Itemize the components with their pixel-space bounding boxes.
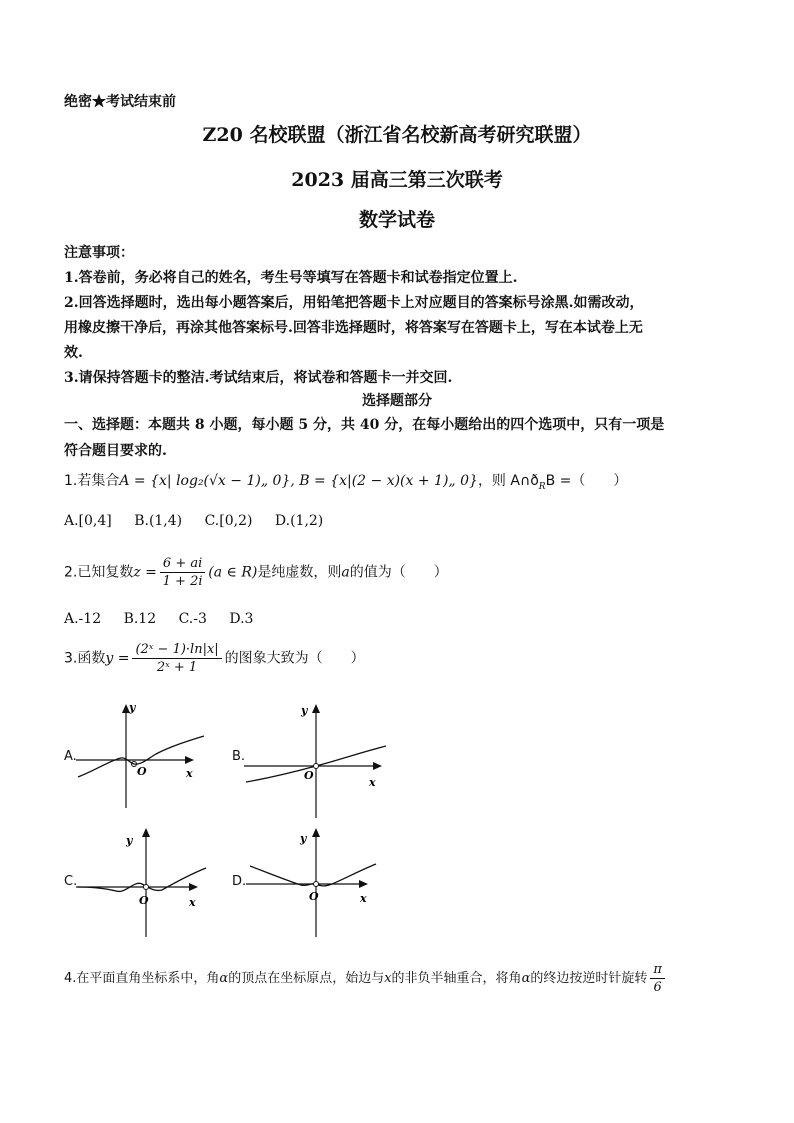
section-instructions-cont: 符合题目要求的.	[64, 443, 167, 459]
graph-c-y-arrow	[142, 828, 150, 837]
graph-b-label: B.	[232, 749, 246, 764]
q4-mid2: 的非负半轴重合，将角	[391, 971, 522, 986]
q1-sub: R	[538, 481, 546, 492]
graph-a	[76, 700, 216, 810]
q3-suffix: 的图象大致为（ ）	[224, 650, 365, 667]
question-2	[64, 556, 448, 589]
q3-numerator: (2ˣ − 1)·ln|x|	[132, 642, 221, 659]
secret-label: 绝密★考试结束前	[64, 94, 176, 110]
q3-fraction	[132, 642, 221, 675]
q1-suffix2: B =（ ）	[545, 473, 628, 489]
question-4	[64, 962, 668, 995]
q1-set-b: , B = {x|(2 − x)(x + 1)„ 0}	[290, 473, 478, 489]
q3-denominator: 2ˣ + 1	[156, 660, 198, 675]
graph-c-curve	[78, 868, 206, 891]
graph-b-y-label: y	[301, 704, 308, 717]
q2-fraction	[160, 556, 205, 589]
graph-d-x-arrow	[359, 880, 368, 888]
graph-c-hole	[144, 885, 149, 890]
q2-prefix: 2.已知复数	[64, 564, 134, 581]
graph-d-origin: O	[309, 890, 319, 903]
q4-prefix: 4.在平面直角坐标系中，角	[64, 971, 220, 986]
graph-c-x-arrow	[189, 883, 198, 891]
q1-option-d: D.(1,2)	[274, 513, 324, 529]
q2-option-d: D.3	[229, 611, 254, 627]
q2-numerator: 6 + ai	[160, 556, 205, 573]
graph-a-label: A.	[64, 749, 77, 764]
q2-option-a: A.-12	[64, 611, 102, 627]
q2-option-c: C.-3	[178, 611, 207, 627]
q4-alpha: α	[219, 971, 229, 986]
q4-fraction	[650, 962, 665, 995]
graph-b-x-arrow	[373, 762, 382, 770]
q2-var: a	[341, 564, 350, 581]
q1-set-a: A = {x| log₂(√x − 1)„ 0}	[119, 473, 291, 489]
q3-prefix: 3.函数	[64, 650, 106, 667]
graph-d-y-label: y	[300, 832, 307, 845]
question-1	[64, 470, 627, 492]
graph-c-origin: O	[139, 894, 149, 907]
graph-b-y-arrow	[312, 704, 320, 713]
q4-numerator: π	[650, 962, 665, 979]
graph-a-x-label: x	[186, 767, 193, 780]
q4-mid1: 的顶点在坐标原点，始边与	[228, 971, 385, 986]
q2-option-b: B.12	[123, 611, 157, 627]
graph-b	[244, 700, 394, 820]
graph-d-label: D.	[232, 874, 247, 889]
q2-denominator: 1 + 2i	[162, 574, 203, 589]
q2-lhs: z =	[133, 564, 157, 581]
notice-item-3: 3.请保持答题卡的整洁.考试结束后，将试卷和答题卡一并交回.	[64, 370, 453, 386]
graph-d-y-arrow	[312, 828, 320, 837]
notice-item-2-end: 效.	[64, 345, 83, 361]
q4-denominator: 6	[653, 980, 662, 995]
q2-options	[64, 611, 253, 627]
graph-c	[76, 824, 216, 939]
q4-mid3: 的终边按逆时针旋转	[530, 971, 648, 986]
graph-c-y-label: y	[126, 834, 133, 847]
graph-a-x-arrow	[185, 756, 194, 764]
graph-d-curve	[250, 864, 376, 886]
question-3	[64, 642, 365, 675]
graph-d-x-label: x	[360, 892, 367, 905]
exam-title-alliance: Z20 名校联盟（浙江省名校新高考研究联盟）	[202, 124, 592, 146]
section-title: 选择题部分	[362, 393, 432, 409]
q1-prefix: 1.若集合	[64, 473, 120, 489]
graph-a-y-label: y	[129, 701, 136, 714]
graph-b-hole	[314, 764, 319, 769]
exam-title-grade: 2023 届高三第三次联考	[291, 169, 503, 191]
q1-options	[64, 513, 323, 529]
q4-alpha-2: α	[521, 971, 531, 986]
q2-suffix: 是纯虚数，则	[257, 564, 342, 581]
q2-suffix2: 的值为（ ）	[349, 564, 448, 581]
notice-item-1: 1.答卷前，务必将自己的姓名，考生号等填写在答题卡和试卷指定位置上.	[64, 270, 518, 286]
q1-option-a: A.[0,4]	[64, 513, 112, 529]
graph-d-hole	[314, 882, 319, 887]
graph-a-origin: O	[137, 765, 147, 778]
q2-condition: (a ∈ R)	[208, 564, 258, 581]
section-instructions: 一、选择题：本题共 8 小题，每小题 5 分，共 40 分，在每小题给出的四个选项中，只有一项是	[64, 417, 665, 433]
q1-option-c: C.[0,2)	[204, 513, 253, 529]
q3-lhs: y =	[105, 650, 130, 667]
exam-title-subject: 数学试卷	[358, 209, 435, 231]
q4-x: x	[384, 971, 392, 986]
graph-c-label: C.	[64, 874, 78, 889]
graph-b-x-label: x	[369, 776, 376, 789]
q1-option-b: B.(1,4)	[134, 513, 183, 529]
notice-item-2: 2.回答选择题时，选出每小题答案后，用铅笔把答题卡上对应题目的答案标号涂黑.如需改动，	[64, 295, 644, 311]
notice-item-2-cont: 用橡皮擦干净后，再涂其他答案标号.回答非选择题时，将答案写在答题卡上，写在本试卷上无	[64, 320, 643, 336]
graph-b-origin: O	[304, 769, 314, 782]
graph-c-x-label: x	[189, 896, 196, 909]
graph-d	[246, 824, 386, 939]
q1-suffix: ，则 A∩ð	[477, 473, 539, 489]
notice-heading: 注意事项：	[64, 245, 134, 261]
